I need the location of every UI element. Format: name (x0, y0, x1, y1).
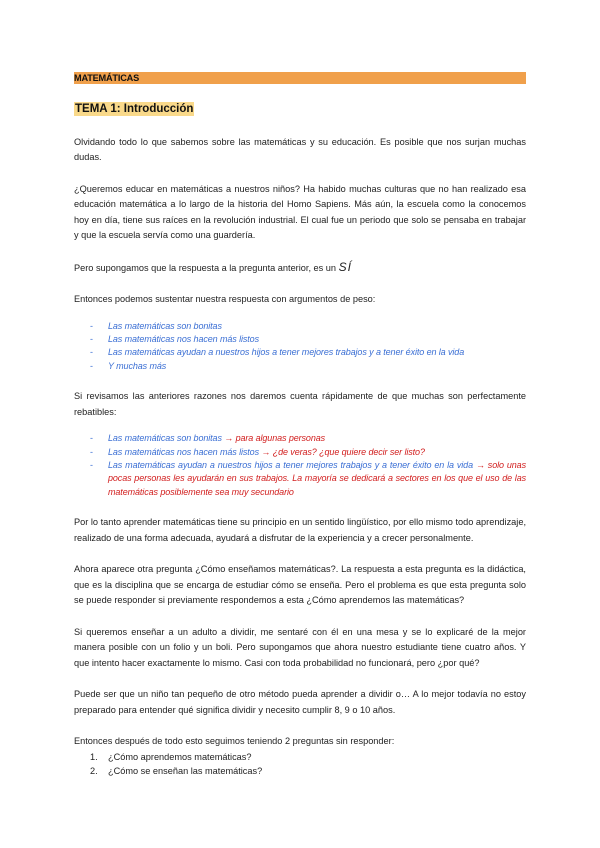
list-item (74, 446, 526, 459)
rebuttal-claim: Las matemáticas ayudan a nuestros hijos a tener mejores trabajos y a tener éxito en la vida (108, 459, 473, 470)
paragraph-teaching: Ahora aparece otra pregunta ¿Cómo enseñamos matemáticas?. La respuesta a esta pregunta es la didáctica, que es la disciplina que se encarga de estudiar cómo se enseña. Pero el problema es que esta pregunta solo se puede responder si previamente respondemos a esta ¿Cómo aprendemos las matemáticas? (74, 564, 526, 606)
topic-title: TEMA 1: Introducción (75, 103, 194, 115)
list-item-text: Las matemáticas nos hacen más listos (108, 333, 259, 344)
list-item (74, 346, 526, 359)
paragraph-final: Entonces después de todo esto seguimos teniendo 2 preguntas sin responder: (74, 736, 395, 747)
suppose-text: Pero supongamos que la respuesta a la pregunta anterior, es un (74, 262, 337, 273)
rebuttal-reply: → solo unas pocas personas les ayudarán en sus trabajos. La mayoría se dedicará a sectores en los que el uso de las matemáticas posiblemente sea muy secundario (108, 459, 526, 497)
suppose-emphasis: SÍ (338, 259, 352, 274)
arguments-list (74, 320, 526, 374)
paragraph-child: Puede ser que un niño tan pequeño de otro método pueda aprender a dividir o… A lo mejor todavía no estoy preparado para entender qué significa dividir y necesito cumplir 8, 9 o 10 años. (74, 689, 526, 715)
list-item-text: ¿Cómo aprendemos matemáticas? (108, 751, 252, 762)
paragraph-divide: Si queremos enseñar a un adulto a dividir, me sentaré con él en una mesa y se lo explicaré de la mejor manera posible con un folio y un boli. Pero supongamos que ahora nuestro estudiante tiene cuatro años. Y que intento hacer exactamente lo mismo. Casi con toda probabilidad no funcionará, pero ¿por qué? (74, 626, 526, 668)
open-questions-list (74, 750, 526, 779)
paragraph-intro: Olvidando todo lo que sabemos sobre las matemáticas y su educación. Es posible que nos surjan muchas dudas. (74, 136, 526, 162)
dash-bullet: - (90, 347, 93, 358)
dash-bullet: - (90, 446, 93, 457)
dash-bullet: - (90, 333, 93, 344)
list-number: 2. (90, 766, 98, 777)
dash-bullet: - (90, 360, 93, 371)
rebuttals-list (74, 432, 526, 499)
list-item-text: Las matemáticas ayudan a nuestros hijos a tener mejores trabajos y a tener éxito en la vida (108, 347, 465, 358)
dash-bullet: - (90, 433, 93, 444)
list-item (74, 360, 526, 373)
paragraph-review: Si revisamos las anteriores razones nos daremos cuenta rápidamente de que muchas son perfectamente rebatibles: (74, 391, 526, 417)
paragraph-question: ¿Queremos educar en matemáticas a nuestros niños? Ha habido muchas culturas que no han realizado esa educación matemática a lo largo de la historia del Homo Sapiens. Más aún, la escuela como la conocemos hoy en día, tiene sus raíces en la revolución industrial. El cual fue un periodo que solo se pensaba en trabajar y que la escuela servía como una guardería. (74, 183, 526, 240)
dash-bullet: - (90, 320, 93, 331)
list-number: 1. (90, 751, 98, 762)
list-item (74, 750, 526, 765)
document-content (74, 72, 526, 779)
list-item (74, 459, 526, 499)
list-item (74, 432, 526, 445)
rebuttal-reply: → ¿de veras? ¿que quiere decir ser listo? (261, 446, 425, 457)
paragraph-learning: Por lo tanto aprender matemáticas tiene su principio en un sentido lingüístico, por ello mismo todo aprendizaje, realizado de una forma adecuada, ayudará a disfrutar de la experiencia y a crecer personalmente. (74, 517, 526, 543)
list-item-text: ¿Cómo se enseñan las matemáticas? (108, 766, 263, 777)
section-title-banner: MATEMÁTICAS (74, 72, 526, 84)
rebuttal-reply: → para algunas personas (224, 433, 326, 444)
list-item (74, 764, 526, 779)
paragraph-suppose (74, 260, 526, 277)
paragraph-arguments: Entonces podemos sustentar nuestra respuesta con argumentos de peso: (74, 294, 376, 304)
rebuttal-claim: Las matemáticas nos hacen más listos (108, 446, 259, 457)
list-item-text: Las matemáticas son bonitas (108, 320, 222, 331)
rebuttal-claim: Las matemáticas son bonitas (108, 433, 222, 444)
list-item (74, 333, 526, 346)
list-item (74, 320, 526, 333)
dash-bullet: - (90, 459, 93, 470)
list-item-text: Y muchas más (108, 360, 167, 371)
